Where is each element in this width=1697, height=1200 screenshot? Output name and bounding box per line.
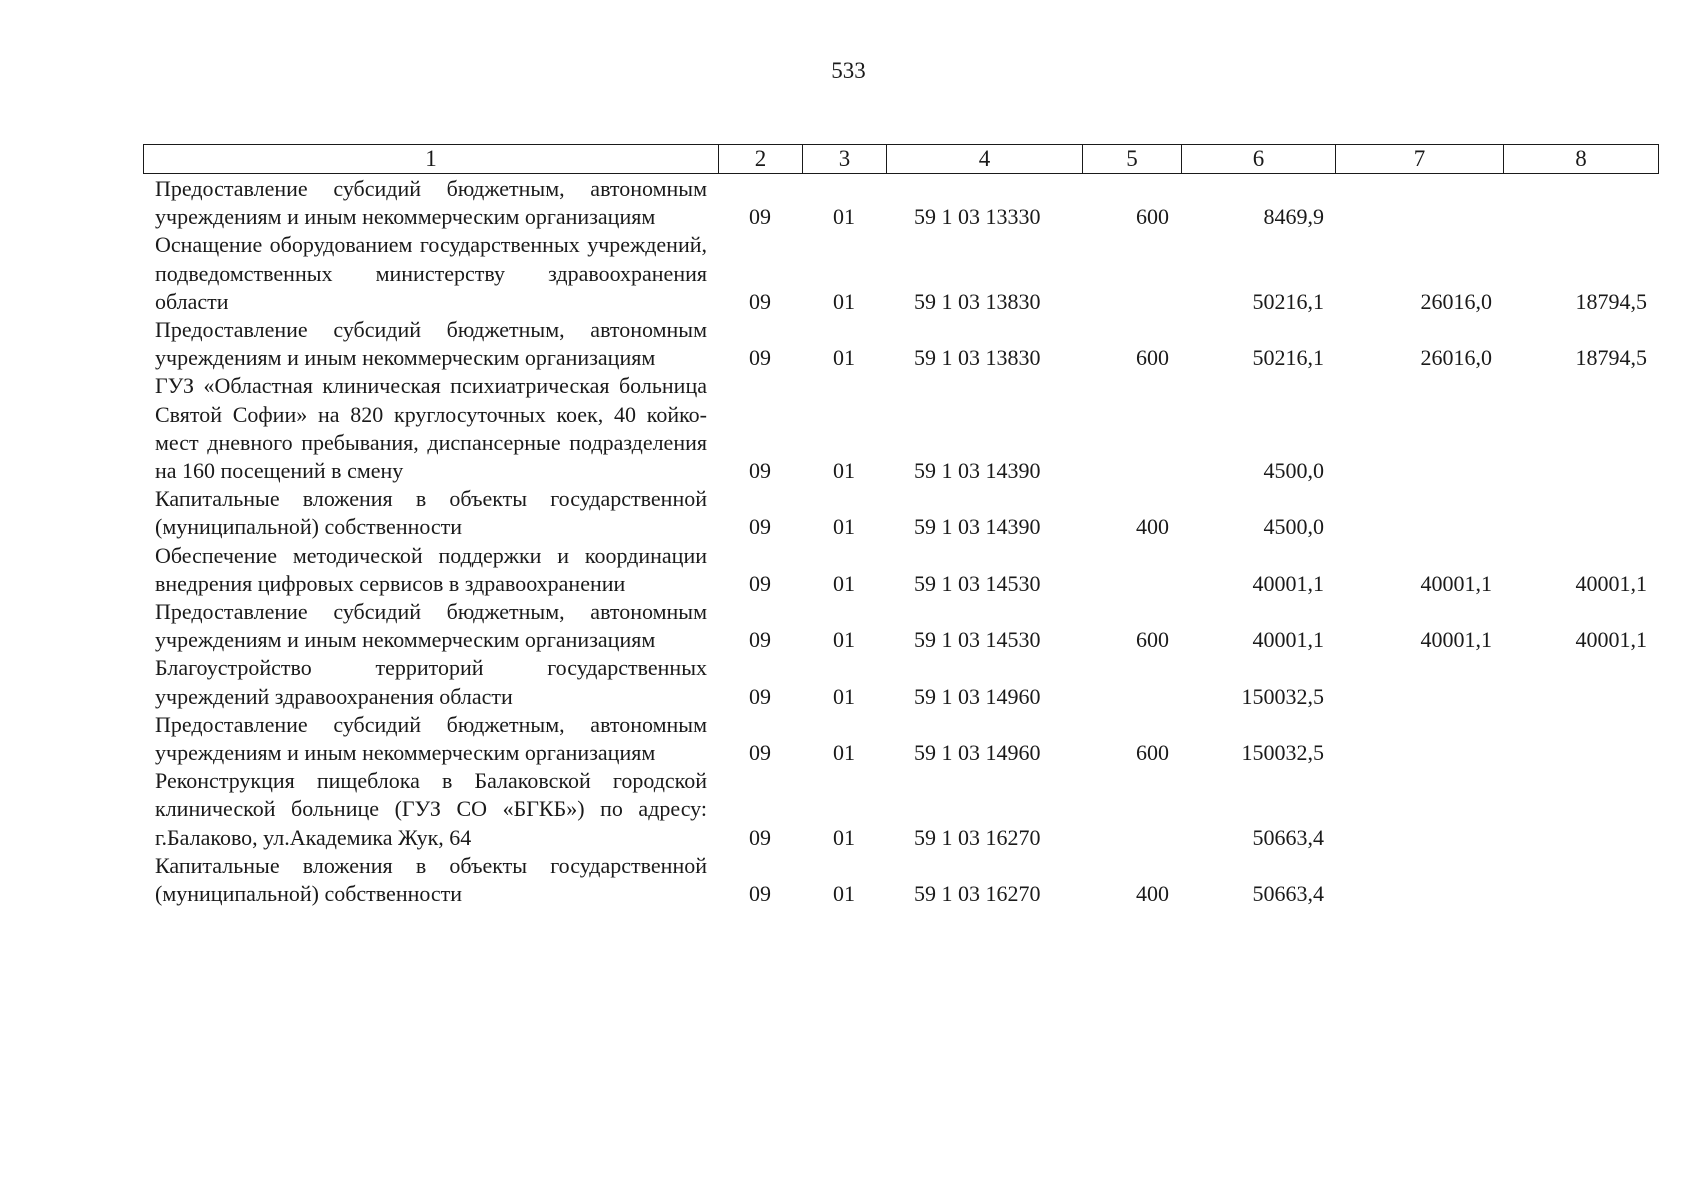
column-header-7: 7 [1336, 145, 1504, 174]
cell-amount-year3 [1503, 711, 1658, 767]
cell-section: 09 [749, 740, 771, 766]
column-header-5: 5 [1083, 145, 1182, 174]
cell-name: Предоставление субсидий бюджетным, автономным учреждениям и иным некоммерческим организациям [155, 599, 707, 653]
column-header-4: 4 [887, 145, 1083, 174]
cell-section: 09 [749, 288, 771, 314]
table-row [143, 316, 1658, 372]
table-row [143, 231, 1658, 316]
cell-amount-year2: 26016,0 [1420, 345, 1492, 371]
page-number: 533 [831, 58, 866, 83]
table-row [143, 767, 1658, 852]
cell-target-code: 59 1 03 14960 [914, 740, 1041, 766]
cell-amount-year2 [1335, 485, 1503, 541]
cell-amount-year2: 40001,1 [1420, 627, 1492, 653]
cell-section: 09 [749, 683, 771, 709]
cell-subsection: 01 [833, 345, 855, 371]
column-header-8: 8 [1504, 145, 1659, 174]
cell-subsection: 01 [833, 514, 855, 540]
cell-amount-year3 [1503, 852, 1658, 908]
cell-amount-year2: 26016,0 [1420, 288, 1492, 314]
cell-amount-year3 [1503, 485, 1658, 541]
cell-amount-year3: 40001,1 [1575, 627, 1647, 653]
table-row [143, 852, 1658, 908]
cell-subsection: 01 [833, 288, 855, 314]
cell-name: Оснащение оборудованием государственных учреждений, подведомственных министерству здравоохранения области [155, 232, 707, 314]
cell-expense-type [1082, 767, 1181, 852]
cell-amount-year3: 18794,5 [1575, 345, 1647, 371]
cell-amount-year2 [1335, 767, 1503, 852]
table-header [143, 144, 1659, 174]
cell-amount-year1: 150032,5 [1241, 683, 1324, 709]
cell-target-code: 59 1 03 14390 [914, 458, 1041, 484]
cell-target-code: 59 1 03 13330 [914, 204, 1041, 230]
cell-subsection: 01 [833, 204, 855, 230]
cell-expense-type: 600 [1136, 627, 1169, 653]
cell-expense-type [1082, 231, 1181, 316]
cell-amount-year1: 50216,1 [1252, 345, 1324, 371]
cell-amount-year1: 4500,0 [1263, 514, 1324, 540]
table-row [143, 654, 1658, 710]
cell-target-code: 59 1 03 14530 [914, 570, 1041, 596]
cell-section: 09 [749, 881, 771, 907]
cell-name: Предоставление субсидий бюджетным, автономным учреждениям и иным некоммерческим организациям [155, 317, 707, 371]
cell-subsection: 01 [833, 570, 855, 596]
cell-name: Предоставление субсидий бюджетным, автономным учреждениям и иным некоммерческим организациям [155, 176, 707, 230]
cell-name: Капитальные вложения в объекты государственной (муниципальной) собственности [155, 486, 707, 540]
cell-subsection: 01 [833, 881, 855, 907]
cell-subsection: 01 [833, 683, 855, 709]
cell-section: 09 [749, 824, 771, 850]
cell-target-code: 59 1 03 16270 [914, 824, 1041, 850]
cell-expense-type [1082, 372, 1181, 485]
cell-amount-year1: 50216,1 [1252, 288, 1324, 314]
table-row [143, 598, 1658, 654]
table-row [143, 372, 1658, 485]
cell-amount-year1: 50663,4 [1252, 881, 1324, 907]
cell-section: 09 [749, 514, 771, 540]
column-header-3: 3 [803, 145, 887, 174]
cell-section: 09 [749, 204, 771, 230]
cell-amount-year3: 18794,5 [1575, 288, 1647, 314]
cell-subsection: 01 [833, 740, 855, 766]
cell-target-code: 59 1 03 14960 [914, 683, 1041, 709]
cell-amount-year2 [1335, 175, 1503, 231]
cell-target-code: 59 1 03 14530 [914, 627, 1041, 653]
column-header-2: 2 [719, 145, 803, 174]
cell-amount-year3 [1503, 372, 1658, 485]
table-row [143, 711, 1658, 767]
cell-expense-type: 600 [1136, 740, 1169, 766]
cell-subsection: 01 [833, 458, 855, 484]
cell-subsection: 01 [833, 824, 855, 850]
cell-expense-type [1082, 654, 1181, 710]
header-row [144, 145, 1659, 174]
table-row [143, 542, 1658, 598]
cell-amount-year3 [1503, 767, 1658, 852]
cell-amount-year2 [1335, 372, 1503, 485]
cell-expense-type: 400 [1136, 514, 1169, 540]
cell-section: 09 [749, 570, 771, 596]
cell-section: 09 [749, 345, 771, 371]
cell-section: 09 [749, 627, 771, 653]
cell-name: Капитальные вложения в объекты государственной (муниципальной) собственности [155, 852, 707, 907]
cell-amount-year1: 150032,5 [1241, 740, 1324, 766]
cell-target-code: 59 1 03 14390 [914, 514, 1041, 540]
column-header-6: 6 [1182, 145, 1336, 174]
cell-name: ГУЗ «Областная клиническая психиатрическая больница Святой Софии» на 820 круглосуточных коек, 40 койко-мест дневного пребывания, диспансерные подразделения на 160 посещений в смену [155, 373, 707, 484]
cell-amount-year1: 40001,1 [1252, 570, 1324, 596]
column-header-1: 1 [144, 145, 719, 174]
cell-name: Благоустройство территорий государственных учреждений здравоохранения области [155, 655, 707, 709]
table-body [143, 175, 1658, 908]
cell-amount-year1: 40001,1 [1252, 627, 1324, 653]
cell-name: Предоставление субсидий бюджетным, автономным учреждениям и иным некоммерческим организациям [155, 711, 707, 766]
cell-target-code: 59 1 03 13830 [914, 288, 1041, 314]
cell-amount-year3: 40001,1 [1575, 570, 1647, 596]
cell-amount-year3 [1503, 654, 1658, 710]
cell-target-code: 59 1 03 13830 [914, 345, 1041, 371]
cell-target-code: 59 1 03 16270 [914, 881, 1041, 907]
cell-amount-year2: 40001,1 [1420, 570, 1492, 596]
cell-amount-year1: 4500,0 [1263, 458, 1324, 484]
cell-amount-year2 [1335, 852, 1503, 908]
cell-section: 09 [749, 458, 771, 484]
cell-name: Обеспечение методической поддержки и координации внедрения цифровых сервисов в здравоохранении [155, 542, 707, 596]
cell-amount-year2 [1335, 711, 1503, 767]
cell-expense-type: 600 [1136, 345, 1169, 371]
cell-amount-year1: 50663,4 [1252, 824, 1324, 850]
budget-table [143, 175, 1658, 908]
table-row [143, 485, 1658, 541]
cell-subsection: 01 [833, 627, 855, 653]
cell-expense-type: 400 [1136, 881, 1169, 907]
cell-amount-year3 [1503, 175, 1658, 231]
cell-name: Реконструкция пищеблока в Балаковской городской клинической больнице (ГУЗ СО «БГКБ») по адресу: г.Балаково, ул.Академика Жук, 64 [155, 768, 707, 850]
cell-expense-type: 600 [1136, 204, 1169, 230]
cell-amount-year2 [1335, 654, 1503, 710]
cell-expense-type [1082, 542, 1181, 598]
cell-amount-year1: 8469,9 [1263, 204, 1324, 230]
table-row [143, 175, 1658, 231]
